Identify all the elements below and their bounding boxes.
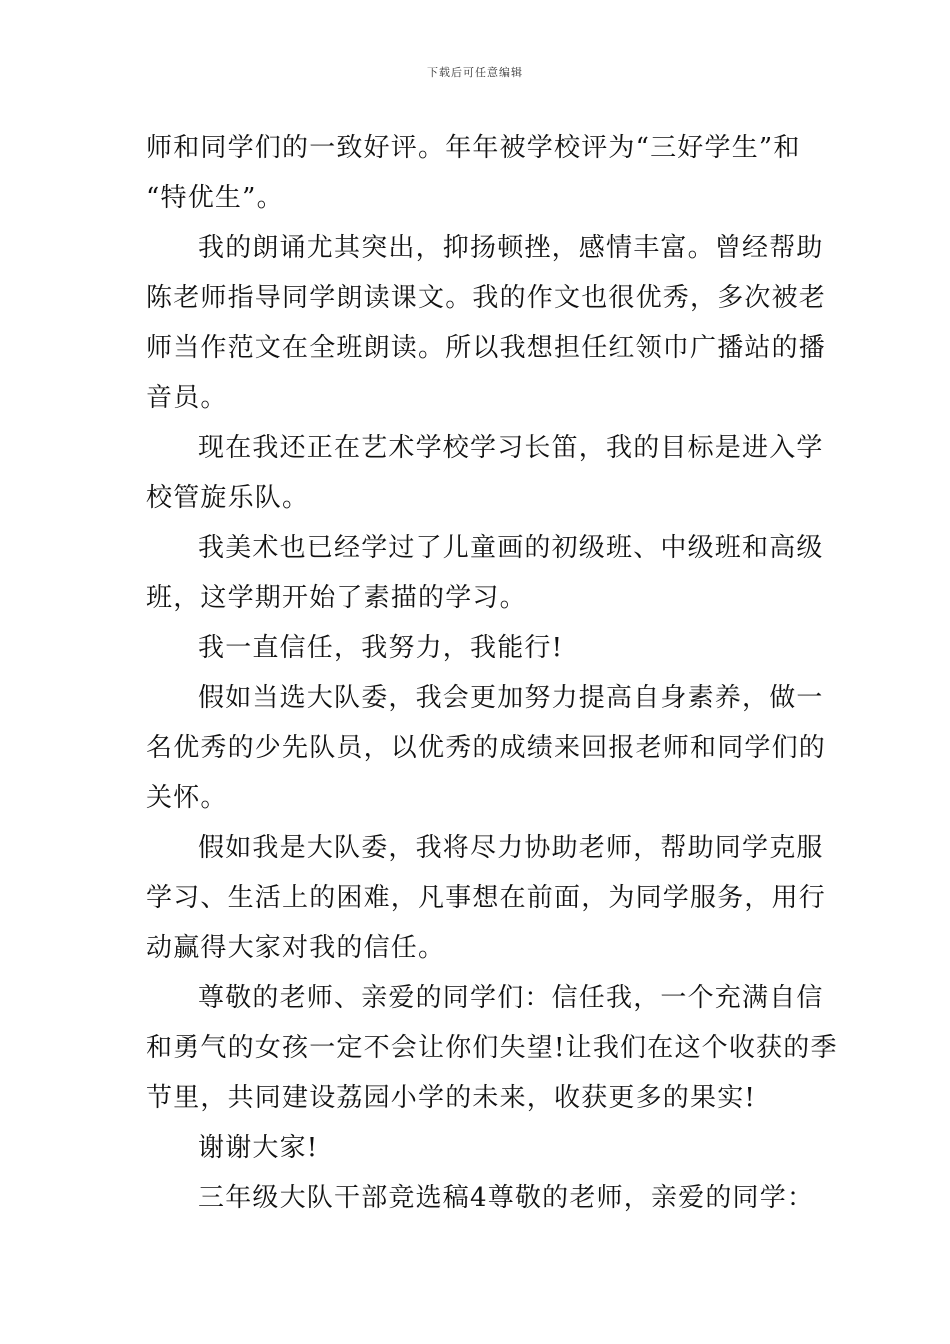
text-line: 我美术也已经学过了儿童画的初级班、中级班和高级 bbox=[198, 533, 824, 563]
text-line: 关怀。 bbox=[146, 783, 228, 813]
text-line: 名优秀的少先队员，以优秀的成绩来回报老师和同学们的 bbox=[146, 733, 827, 763]
text-line: 和勇气的女孩一定不会让你们失望!让我们在这个收获的季 bbox=[146, 1033, 838, 1063]
text-line: 音员。 bbox=[146, 383, 228, 413]
text-line: 节里，共同建设荔园小学的未来，收获更多的果实! bbox=[146, 1083, 757, 1113]
text-line: 学习、生活上的困难，凡事想在前面，为同学服务，用行 bbox=[146, 883, 827, 913]
text-line: 陈老师指导同学朗读课文。我的作文也很优秀，多次被老 bbox=[146, 283, 827, 313]
text-line: “特优生”。 bbox=[146, 183, 284, 213]
text-line: 师当作范文在全班朗读。所以我想担任红领巾广播站的播 bbox=[146, 333, 827, 363]
header-note: 下载后可任意编辑 bbox=[427, 66, 523, 79]
text-line: 我的朗诵尤其突出，抑扬顿挫，感情丰富。曾经帮助 bbox=[198, 233, 824, 263]
text-line: 我一直信任，我努力，我能行! bbox=[198, 633, 564, 663]
text-line: 师和同学们的一致好评。年年被学校评为“三好学生”和 bbox=[146, 133, 801, 163]
text-line: 假如我是大队委，我将尽力协助老师，帮助同学克服 bbox=[198, 833, 824, 863]
text-line: 班，这学期开始了素描的学习。 bbox=[146, 583, 527, 613]
text-line: 动赢得大家对我的信任。 bbox=[146, 933, 446, 963]
text-line: 现在我还正在艺术学校学习长笛，我的目标是进入学 bbox=[198, 433, 824, 463]
text-line: 三年级大队干部竞选稿4尊敬的老师，亲爱的同学： bbox=[198, 1183, 815, 1213]
text-line: 假如当选大队委，我会更加努力提高自身素养，做一 bbox=[198, 683, 824, 713]
text-line: 谢谢大家! bbox=[198, 1133, 319, 1163]
text-line: 校管旋乐队。 bbox=[146, 483, 310, 513]
text-line: 尊敬的老师、亲爱的同学们：信任我，一个充满自信 bbox=[198, 983, 824, 1013]
